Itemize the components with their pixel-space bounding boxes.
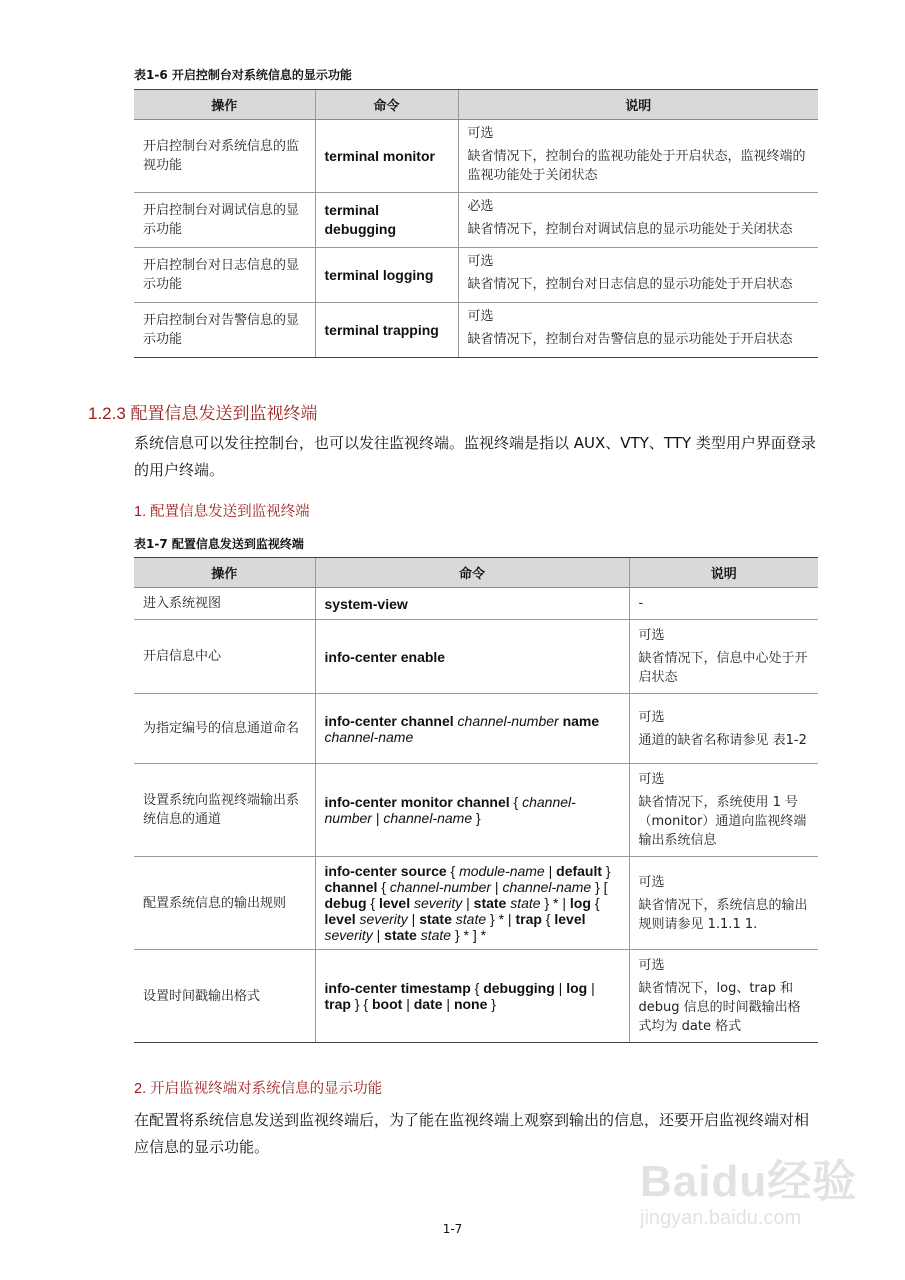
command-token: state [473,895,511,911]
command-token: state [510,895,541,911]
command-cell [315,764,629,857]
command-text: terminal logging [324,266,434,283]
table-1-7 [134,557,818,1043]
option-label: 可选 [638,874,665,890]
watermark-brand: Baidu经验 [640,1157,858,1206]
subsection-2-text: 在配置将系统信息发送到监视终端后，为了能在监视终端上观察到输出的信息，还要开启监视终端对相应信息的显示功能。 [134,1111,810,1156]
command-cell [315,950,629,1043]
description-cell [458,303,818,358]
description-cell [629,620,818,694]
command-token: log [569,895,595,911]
option-label: 可选 [638,628,665,643]
description-text: 缺省情况下，信息中心处于开启状态 [638,651,808,685]
description-text: 缺省情况下，控制台对告警信息的显示功能处于开启状态 [467,332,793,347]
command-text: terminal monitor [324,147,435,164]
table-row [134,764,818,857]
subsection-2-title: 2. 开启监视终端对系统信息的显示功能 [134,1081,383,1097]
command-cell [315,588,629,620]
operation-cell: 进入系统视图 [134,588,315,620]
section-intro: 系统信息可以发往控制台，也可以发往监视终端。监视终端是指以 AUX、VTY、TTY 类型用户界面登录的用户终端。 [134,434,816,479]
description-cell [458,248,818,303]
command-token: | [491,879,503,895]
command-token: system-view [324,595,408,612]
command-token: | [554,980,567,996]
command-token: channel-name [324,728,414,745]
command-token: channel-name [502,879,592,895]
command-token: { [450,863,460,879]
table-row [134,120,818,193]
table-1-6 [134,89,818,358]
command-token: date [413,996,443,1012]
command-token: info-center timestamp [324,980,475,996]
command-token: level [324,911,360,927]
command-token: | [407,911,420,927]
description-text: 缺省情况下，log、trap 和 debug 信息的时间戳输出格式均为 date 格式 [638,981,801,1034]
command-token: | [402,996,414,1012]
description-cell [629,857,818,950]
operation-cell: 为指定编号的信息通道命名 [134,694,315,764]
table-row [134,193,818,248]
command-token: trap [515,911,546,927]
option-label: 必选 [467,199,494,214]
command-token: debugging [483,980,555,996]
command-cell [315,193,458,248]
command-token: state [420,927,452,943]
description-cell [458,193,818,248]
command-token: | [371,810,384,826]
command-token: state [384,927,421,943]
table-row [134,248,818,303]
command-token: name [558,712,600,729]
command-token: } * | [486,911,516,927]
command-token: channel [324,879,382,895]
column-header-command: 命令 [315,90,458,120]
command-token: level [378,895,414,911]
command-token: info-center enable [324,648,446,665]
operation-cell: 开启控制台对系统信息的监视功能 [134,120,315,193]
command-token: { [513,794,523,810]
column-header-operation: 操作 [134,90,315,120]
command-token: } [487,996,496,1012]
option-label: 可选 [467,126,494,141]
table-row [134,620,818,694]
command-token: info-center monitor channel [324,794,514,810]
command-token: info-center source [324,863,451,879]
description-text: 通道的缺省名称请参见 表1-2 [638,732,807,748]
section-title: 1.2.3 配置信息发送到监视终端 [88,404,318,423]
description-text: 缺省情况下，控制台对调试信息的显示功能处于关闭状态 [467,222,793,237]
command-token: severity [359,911,408,927]
command-token: severity [414,895,463,911]
command-text: terminal debugging [324,202,397,237]
command-cell [315,120,458,193]
description-cell [629,588,818,620]
table-1-6-caption: 表1-6 开启控制台对系统信息的显示功能 [134,68,352,82]
operation-cell: 配置系统信息的输出规则 [134,857,315,950]
command-cell [315,248,458,303]
command-token: { [370,895,379,911]
command-cell [315,620,629,694]
column-header-command: 命令 [315,558,629,588]
command-token: channel-name [383,810,473,826]
command-token: channel-number [457,712,559,729]
command-token: | [462,895,474,911]
command-token: default [556,863,603,879]
command-token: severity [324,927,373,943]
table-row [134,950,818,1043]
command-token: | [442,996,454,1012]
operation-cell: 开启控制台对告警信息的显示功能 [134,303,315,358]
column-header-operation: 操作 [134,558,315,588]
table-row [134,694,818,764]
operation-cell: 开启控制台对日志信息的显示功能 [134,248,315,303]
command-token: { [545,911,555,927]
description-cell [629,694,818,764]
watermark-url: jingyan.baidu.com [640,1207,802,1229]
command-token: } [ [591,879,608,895]
command-token: } [602,863,611,879]
command-token: boot [371,996,403,1012]
command-token: | [372,927,385,943]
command-token: debug [324,895,371,911]
operation-cell: 开启信息中心 [134,620,315,694]
description-cell [629,950,818,1043]
command-text: terminal trapping [324,321,439,338]
command-token: info-center channel [324,712,458,729]
table-row [134,857,818,950]
option-label: 可选 [467,309,494,324]
operation-cell: 设置时间戳输出格式 [134,950,315,1043]
option-label: - [638,596,644,611]
command-token: } * ] * [451,927,487,943]
command-token: state [419,911,456,927]
command-token: | [587,980,595,996]
option-label: 可选 [638,709,665,725]
description-text: 缺省情况下，系统使用 1 号（monitor）通道向监视终端输出系统信息 [638,795,807,848]
command-token: none [453,996,488,1012]
option-label: 可选 [638,772,665,787]
table-row [134,588,818,620]
command-token: channel-number [389,879,492,895]
command-token: } [472,810,481,826]
table-1-7-caption: 表1-7 配置信息发送到监视终端 [134,537,304,551]
watermark [640,1145,857,1230]
command-token: } { [350,996,372,1012]
subsection-1-title: 1. 配置信息发送到监视终端 [134,504,310,520]
option-label: 可选 [638,958,665,973]
description-text: 缺省情况下，控制台对日志信息的显示功能处于开启状态 [467,277,793,292]
description-cell [629,764,818,857]
description-cell [458,120,818,193]
command-token: { [594,895,600,911]
command-token: state [455,911,487,927]
command-token: module-name [459,863,545,879]
command-token: } * | [540,895,570,911]
command-cell [315,857,629,950]
command-token: channel-number [324,794,576,826]
command-cell [315,694,629,764]
column-header-description: 说明 [458,90,818,120]
command-token: trap [324,996,351,1012]
option-label: 可选 [467,254,494,269]
operation-cell: 设置系统向监视终端输出系统信息的通道 [134,764,315,857]
description-text: 缺省情况下，控制台的监视功能处于开启状态，监视终端的监视功能处于关闭状态 [467,149,806,183]
description-text: 缺省情况下，系统信息的输出规则请参见 1.1.1 1. [638,897,808,932]
command-token: log [566,980,588,996]
page-number: 1-7 [442,1222,463,1236]
command-cell [315,303,458,358]
command-token: | [544,863,557,879]
command-token: { [381,879,390,895]
command-token: { [474,980,484,996]
table-row [134,303,818,358]
command-token: level [554,911,586,927]
operation-cell: 开启控制台对调试信息的显示功能 [134,193,315,248]
column-header-description: 说明 [629,558,818,588]
